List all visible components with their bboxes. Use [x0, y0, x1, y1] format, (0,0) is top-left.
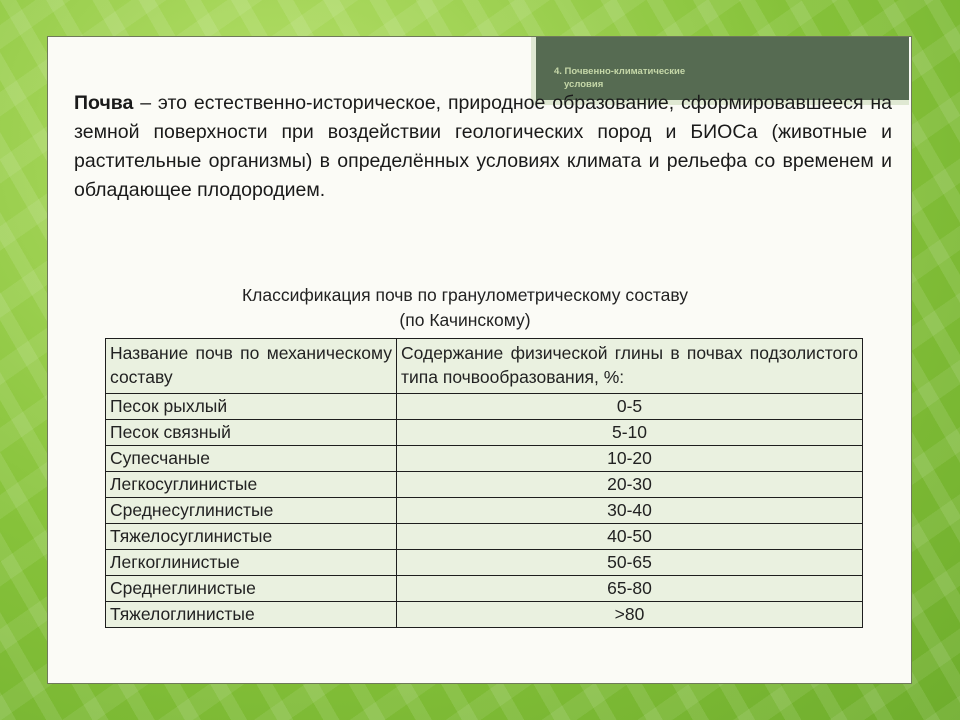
soil-name-cell: Тяжелоглинистые [106, 602, 397, 628]
table-row [106, 420, 863, 446]
table-row [106, 498, 863, 524]
clay-value-cell: 65-80 [397, 576, 863, 602]
soil-name-cell: Легкосуглинистые [106, 472, 397, 498]
soil-name-cell: Среднеглинистые [106, 576, 397, 602]
clay-value-cell: 30-40 [397, 498, 863, 524]
table-row [106, 524, 863, 550]
table-caption-line2: (по Качинскому) [399, 310, 531, 330]
table-header-row [106, 339, 863, 394]
header-soil-name: Название почв по механическому составу [106, 339, 397, 394]
definition-term: Почва [74, 92, 134, 114]
soil-definition [74, 89, 892, 205]
soil-name-cell: Тяжелосуглинистые [106, 524, 397, 550]
section-title [554, 65, 774, 91]
table-caption-line1: Классификация почв по гранулометрическому составу [241, 285, 689, 305]
clay-value-cell: 10-20 [397, 446, 863, 472]
soil-name-cell: Песок рыхлый [106, 394, 397, 420]
clay-value-cell: 40-50 [397, 524, 863, 550]
section-title-line2: условия [564, 79, 604, 90]
clay-value-cell: >80 [397, 602, 863, 628]
soil-name-cell: Супесчаные [106, 446, 397, 472]
clay-value-cell: 5-10 [397, 420, 863, 446]
table-row [106, 446, 863, 472]
definition-text: – это естественно-историческое, природное образование, сформировавшееся на земной поверхности при воздействии геологических пород и БИОСа (животные и растительные организмы) в определённых условиях климата и рельефа со временем и обладающее плодородием. [74, 92, 892, 201]
clay-value-cell: 0-5 [397, 394, 863, 420]
soil-name-cell: Среднесуглинистые [106, 498, 397, 524]
header-clay-content: Содержание физической глины в почвах подзолистого типа почвообразования, %: [397, 339, 863, 394]
section-title-line1: 4. Почвенно-климатические [554, 66, 686, 77]
soil-name-cell: Легкоглинистые [106, 550, 397, 576]
clay-value-cell: 20-30 [397, 472, 863, 498]
soil-name-cell: Песок связный [106, 420, 397, 446]
table-row [106, 394, 863, 420]
table-caption [120, 283, 810, 333]
clay-value-cell: 50-65 [397, 550, 863, 576]
table-row [106, 602, 863, 628]
soil-classification-table [105, 338, 863, 628]
table-row [106, 576, 863, 602]
table-row [106, 472, 863, 498]
table-row [106, 550, 863, 576]
